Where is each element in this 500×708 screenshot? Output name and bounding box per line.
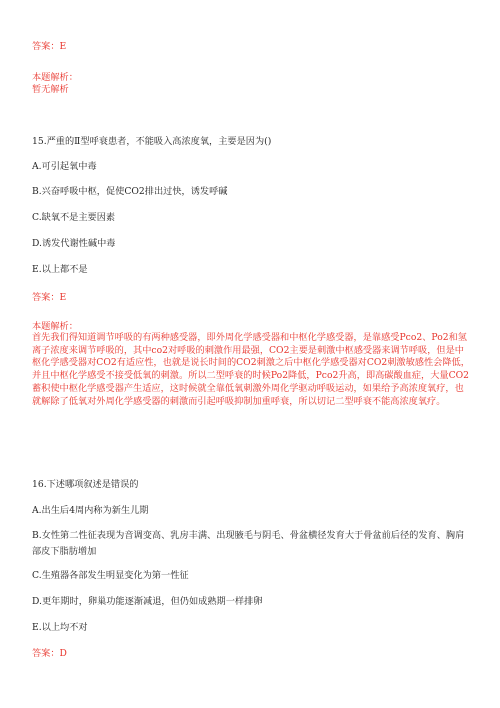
prev-analysis-text: 暂无解析 [32, 84, 69, 95]
q15-option-d: D.诱发代谢性碱中毒 [32, 238, 116, 249]
q15-option-c: C.缺氧不是主要因素 [32, 212, 116, 223]
q16-stem: 16.下述哪项叙述是错误的 [32, 479, 139, 490]
q15-option-e: E.以上都不是 [32, 264, 88, 275]
q16-option-a: A.出生后4周内称为新生儿期 [32, 505, 149, 516]
q16-option-d: D.更年期时，卵巢功能逐渐减退，但仍如成熟期一样排卵 [32, 596, 263, 607]
q16-option-b: B.女性第二性征表现为音调变高、乳房丰满、出现腋毛与阴毛、骨盆横径发育大于骨盆前后径的发育、胸肩部皮下脂肪增加 [32, 530, 465, 557]
prev-analysis-label: 本题解析： [32, 72, 78, 83]
q15-stem: 15.严重的Ⅱ型呼衰患者，不能吸入高浓度氧，主要是因为() [32, 136, 272, 147]
q15-analysis-text: 首先我们得知道调节呼吸的有两种感受器，即外周化学感受器和中枢化学感受器，是靠感受Pco2、Po2和氢离子浓度来调节呼吸的，其中co2对呼吸的刺激作用最强，CO2主要是刺激中枢感受器来调节呼吸，但是中枢化学感受器对CO2有适应性，也就是说长时间的CO2刺激之后中枢化学感受器对CO2刺激敏感性会降低，并且中枢化学感受不接受低氧的刺激。所以二型呼衰的时候Po2降低，Pco2升高，即高碳酸血症，大量CO2蓄积使中枢化学感受器产生适应，这时候就全靠低氧刺激外周化学驱动呼吸运动，如果给予高浓度氧疗，也就解除了低氧对外周化学感受器的刺激而引起呼吸抑制加重呼衰，所以切记二型呼衰不能高浓度氧疗。 [32, 332, 470, 407]
q16-option-e: E.以上均不对 [32, 622, 88, 633]
prev-answer: 答案：E [32, 41, 67, 52]
q15-analysis-label: 本题解析： [32, 321, 78, 332]
q16-option-c: C.生殖器各部发生明显变化为第一性征 [32, 570, 189, 581]
q15-option-b: B.兴奋呼吸中枢，促使CO2排出过快，诱发呼碱 [32, 186, 228, 197]
q16-answer: 答案：D [32, 648, 67, 659]
q15-option-a: A.可引起氧中毒 [32, 161, 97, 172]
q15-answer: 答案：E [32, 292, 67, 303]
